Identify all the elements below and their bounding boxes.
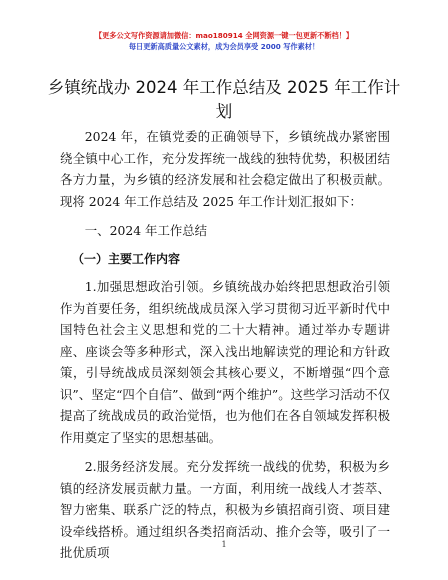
- page-number: 1: [221, 540, 227, 549]
- section-heading: 一、2024 年工作总结: [84, 223, 208, 238]
- document-title: 乡镇统战办 2024 年工作总结及 2025 年工作计划: [47, 78, 401, 121]
- document-body: [60, 126, 390, 572]
- item-paragraph-1: 1.加强思想政治引领。乡镇统战办始终把思想政治引领作为首要任务，组织统战成员深入学习贯彻习近平新时代中国特色社会主义思想和党的二十大精神。通过举办专题讲座、座谈会等多种形式，深入浅出地解读党的理论和方针政策，引导统战成员深刻领会其核心要义，不断增强“四个意识”、坚定“四个自信”、做到“两个维护”。这些学习活动不仅提高了统战成员的政治觉悟，也为他们在各自领域发挥积极作用奠定了坚实的思想基础。: [60, 279, 390, 445]
- promo-banner-line1: 【更多公文写作资源请加微信：mao180914 全网资源一键一包更新不断档！】: [94, 31, 354, 40]
- intro-paragraph: 2024 年，在镇党委的正确领导下，乡镇统战办紧密围绕全镇中心工作，充分发挥统一战线的独特优势，积极团结各方力量，为乡镇的经济发展和社会稳定做出了积极贡献。现将 2024 年工作总结及 2025 年工作计划汇报如下：: [60, 129, 390, 209]
- item-paragraph-2: 2.服务经济发展。充分发挥统一战线的优势，积极为乡镇的经济发展贡献力量。一方面，利用统一战线人才荟萃、智力密集、联系广泛的特点，积极为乡镇招商引资、项目建设牵线搭桥。通过组织各类招商活动、推介会等，吸引了一批优质项: [60, 459, 390, 560]
- promo-banner-line2: 每日更新高质量公文素材，成为会员享受 2000 写作素材！: [128, 42, 320, 51]
- promo-banner: [0, 30, 448, 52]
- subsection-heading: （一）主要工作内容: [72, 251, 181, 266]
